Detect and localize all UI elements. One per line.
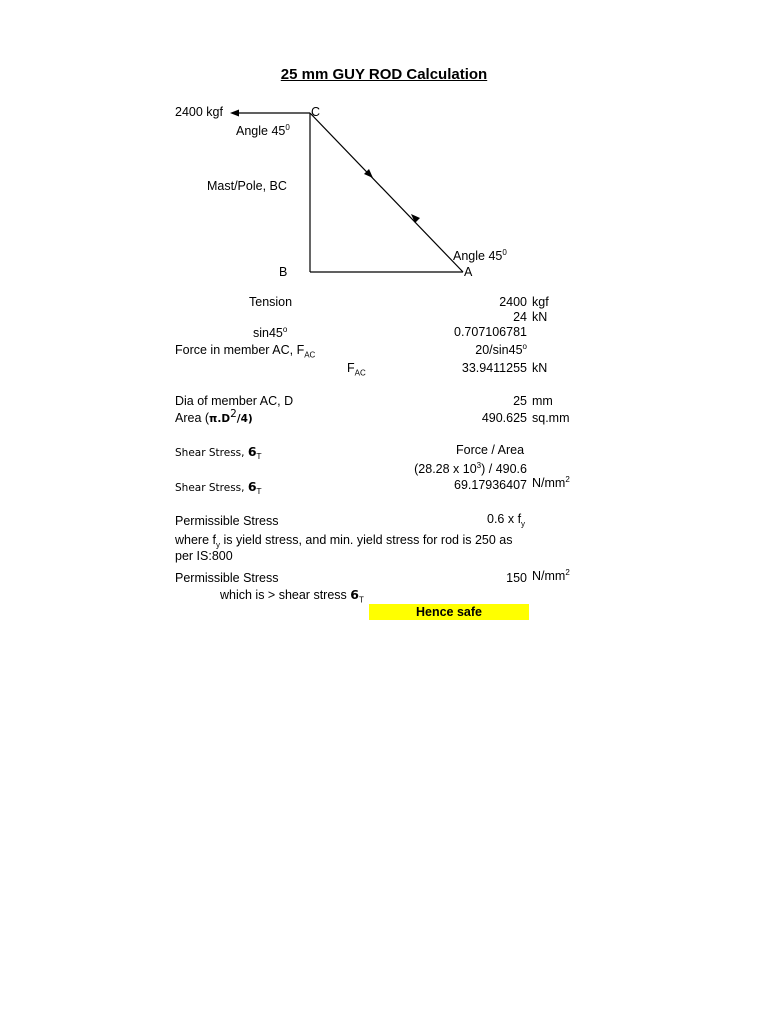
- point-a-label: A: [464, 265, 473, 279]
- conclusion-badge: Hence safe: [369, 604, 529, 620]
- comparison-text: which is > shear stress $6_T$: [220, 587, 364, 605]
- shear-formula: Force / Area: [456, 443, 525, 457]
- force-member-label: Force in member AC, $F_{AC}$: [175, 343, 316, 360]
- point-c-label: C: [311, 105, 321, 119]
- dia-label: Dia of member AC, D: [175, 394, 294, 408]
- area-value: 490.625: [481, 411, 527, 425]
- shear-unit: $N/mm^2$: [532, 474, 570, 490]
- guy-rod-line-ac: [310, 113, 463, 272]
- tension-kgf-unit: kgf: [532, 295, 549, 309]
- permissible-stress-label: Permissible Stress: [175, 514, 279, 528]
- page-title: 25 mm GUY ROD Calculation: [280, 66, 488, 83]
- mast-label: Mast/Pole, BC: [207, 179, 287, 193]
- tension-label: Tension: [249, 295, 293, 309]
- permissible-stress-label-2: Permissible Stress: [175, 571, 279, 585]
- tension-kn-value: 24: [513, 310, 527, 324]
- permissible-value: 150: [506, 571, 527, 585]
- shear-value: 69.17936407: [454, 478, 527, 492]
- yield-note-line1: where $f_y$ is yield stress, and min. yield stress for rod is 250 as: [175, 533, 513, 550]
- yield-note-line2: per IS:800: [175, 549, 233, 563]
- point-b-label: B: [279, 265, 288, 279]
- tension-kgf-value: 2400: [499, 295, 527, 309]
- angle-top-label: Angle $45^0$: [236, 122, 290, 138]
- force-formula: 20/sin45$^o$: [475, 341, 527, 357]
- area-unit: sq.mm: [532, 411, 570, 425]
- fac-label: $F_{AC}$: [347, 361, 366, 378]
- guy-rod-diagram: [0, 0, 768, 300]
- force-arrowhead: [230, 110, 239, 117]
- dia-unit: mm: [532, 394, 553, 408]
- fac-unit: kN: [532, 361, 548, 375]
- shear-stress-label: Shear Stress, $6_T$: [175, 444, 262, 462]
- area-label: Area $(\pi.D^2/4)$: [175, 407, 253, 425]
- permissible-unit: $N/mm^2$: [532, 567, 570, 583]
- sin-value: 0.707106781: [454, 325, 527, 339]
- angle-bottom-label: Angle $45^0$: [453, 247, 507, 263]
- dia-value: 25: [513, 394, 527, 408]
- sin-label: sin45$^o$: [253, 324, 288, 340]
- shear-stress-label-2: Shear Stress, $6_T$: [175, 479, 262, 497]
- force-label: 2400 kgf: [175, 105, 223, 119]
- fac-value: 33.9411255: [461, 361, 527, 375]
- shear-calculation: (28.28 x $10^3) / 490.6$: [414, 460, 527, 476]
- tension-kn-unit: kN: [532, 310, 548, 324]
- permissible-formula: 0.6 x $f_y$: [487, 512, 526, 529]
